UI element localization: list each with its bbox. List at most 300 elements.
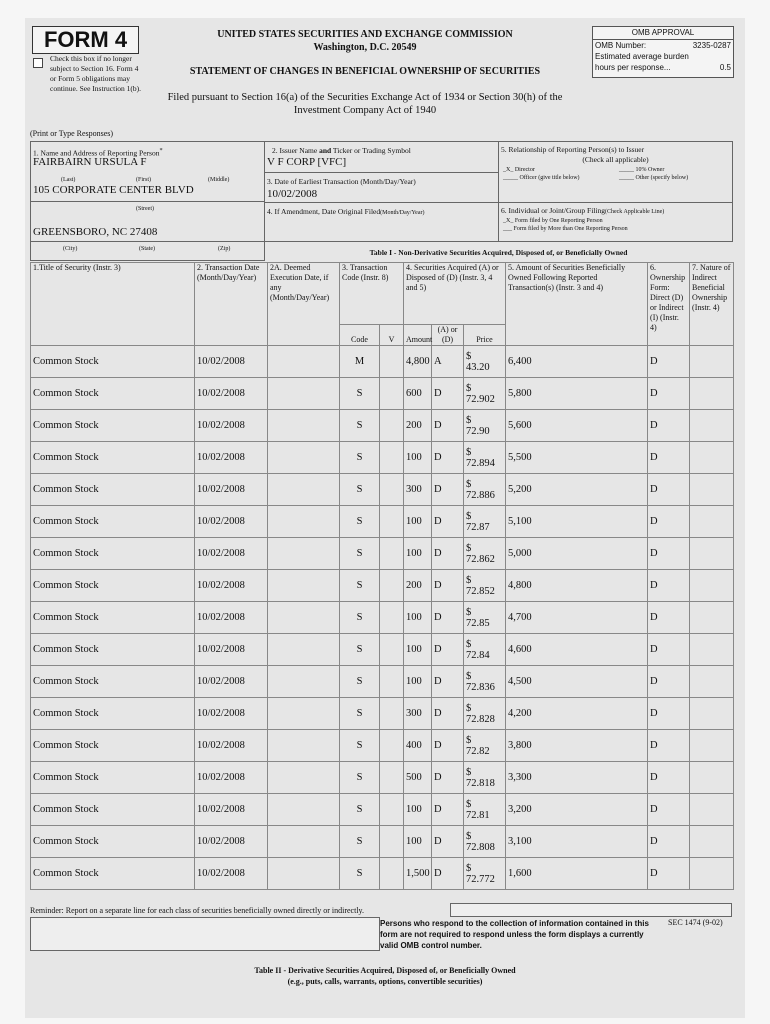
cell-deemed	[268, 762, 340, 794]
cell-v	[380, 442, 404, 474]
relationship-box	[498, 141, 733, 203]
cell-date: 10/02/2008	[195, 506, 268, 538]
currency-symbol: $	[466, 478, 472, 490]
cell-price	[464, 538, 506, 570]
table-row	[31, 794, 734, 826]
cell-owned: 4,800	[506, 570, 648, 602]
relationship-label: 5. Relationship of Reporting Person(s) to Issuer	[501, 145, 645, 154]
cell-ad: D	[432, 538, 464, 570]
filing-label: 6. Individual or Joint/Group Filing(Check Applicable Line)	[501, 206, 665, 215]
cell-code: S	[340, 858, 380, 890]
relationship-officer: _____ Officer (give title below)	[503, 175, 580, 181]
issuer-value: V F CORP [VFC]	[267, 156, 347, 168]
cell-price	[464, 826, 506, 858]
cell-form: D	[648, 506, 690, 538]
filing-one: _X_ Form filed by One Reporting Person	[503, 218, 603, 224]
cell-form: D	[648, 634, 690, 666]
table-row	[31, 410, 734, 442]
cell-form: D	[648, 602, 690, 634]
cell-v	[380, 506, 404, 538]
cell-deemed	[268, 538, 340, 570]
cell-ad: D	[432, 730, 464, 762]
cell-date: 10/02/2008	[195, 346, 268, 378]
cell-date: 10/02/2008	[195, 570, 268, 602]
cell-security: Common Stock	[31, 474, 195, 506]
cell-deemed	[268, 506, 340, 538]
cell-deemed	[268, 858, 340, 890]
cell-amount: 200	[404, 570, 432, 602]
col-title: 1.Title of Security (Instr. 3)	[31, 263, 195, 346]
cell-form: D	[648, 442, 690, 474]
col-acquired: 4. Securities Acquired (A) or Disposed of (D) (Instr. 3, 4 and 5)	[404, 263, 506, 325]
cell-code: S	[340, 538, 380, 570]
cell-amount: 4,800	[404, 346, 432, 378]
cell-price	[464, 442, 506, 474]
cell-v	[380, 602, 404, 634]
cell-owned: 4,600	[506, 634, 648, 666]
cell-code: S	[340, 570, 380, 602]
table2-title: Table II - Derivative Securities Acquired, Disposed of, or Beneficially Owned	[254, 966, 516, 975]
cell-v	[380, 410, 404, 442]
cell-price	[464, 634, 506, 666]
cell-amount: 400	[404, 730, 432, 762]
cell-form: D	[648, 474, 690, 506]
reporting-person-name: FAIRBAIRN URSULA F	[33, 156, 147, 168]
relationship-owner: _____ 10% Owner	[619, 167, 665, 173]
cell-ad: D	[432, 506, 464, 538]
cell-ad: A	[432, 346, 464, 378]
cell-ad: D	[432, 666, 464, 698]
cell-amount: 200	[404, 410, 432, 442]
cell-nature	[690, 698, 734, 730]
col-deemed: 2A. Deemed Execution Date, if any (Month/Day/Year)	[268, 263, 340, 346]
cell-v	[380, 698, 404, 730]
cell-v	[380, 794, 404, 826]
table-row	[31, 602, 734, 634]
cell-date: 10/02/2008	[195, 378, 268, 410]
col-code: 3. Transaction Code (Instr. 8)	[340, 263, 404, 325]
table-row	[31, 858, 734, 890]
cell-amount: 100	[404, 826, 432, 858]
issuer-box	[264, 141, 499, 173]
statement-title: STATEMENT OF CHANGES IN BENEFICIAL OWNERSHIP OF SECURITIES	[189, 66, 541, 77]
cell-owned: 4,500	[506, 666, 648, 698]
currency-symbol: $	[466, 702, 472, 714]
cell-form: D	[648, 346, 690, 378]
cell-code: S	[340, 410, 380, 442]
street-label: (Street)	[136, 206, 154, 212]
cell-ad: D	[432, 762, 464, 794]
table1-title: Table I - Non-Derivative Securities Acquired, Disposed of, or Beneficially Owned	[369, 248, 628, 257]
cell-v	[380, 474, 404, 506]
cell-code: S	[340, 698, 380, 730]
cell-owned: 5,200	[506, 474, 648, 506]
cell-owned: 4,700	[506, 602, 648, 634]
cell-form: D	[648, 666, 690, 698]
subcol-code: Code	[340, 325, 380, 346]
cell-owned: 3,200	[506, 794, 648, 826]
currency-symbol: $	[466, 414, 472, 426]
table-row	[31, 538, 734, 570]
cell-ad: D	[432, 794, 464, 826]
cell-security: Common Stock	[31, 538, 195, 570]
cell-v	[380, 346, 404, 378]
table-row	[31, 666, 734, 698]
cell-v	[380, 570, 404, 602]
cell-date: 10/02/2008	[195, 730, 268, 762]
cell-deemed	[268, 442, 340, 474]
table-row	[31, 442, 734, 474]
table-row	[31, 634, 734, 666]
table-row	[31, 570, 734, 602]
checkbox-text: Check this box if no longer subject to Section 16. Form 4 or Form 5 obligations may continue. See Instruction 1(b).	[50, 54, 142, 93]
cell-nature	[690, 442, 734, 474]
cell-security: Common Stock	[31, 602, 195, 634]
zip-label: (Zip)	[218, 246, 231, 252]
price-value: 72.81	[466, 809, 490, 821]
price-value: 72.852	[466, 585, 495, 597]
cell-nature	[690, 826, 734, 858]
subcol-amount: Amount	[404, 325, 432, 346]
cell-code: S	[340, 730, 380, 762]
cell-nature	[690, 794, 734, 826]
print-type-note: (Print or Type Responses)	[30, 129, 114, 138]
cell-price	[464, 474, 506, 506]
middle-label: (Middle)	[208, 177, 230, 183]
reminder-box-left	[30, 917, 380, 951]
cell-nature	[690, 506, 734, 538]
cell-amount: 300	[404, 474, 432, 506]
cell-code: S	[340, 442, 380, 474]
cell-amount: 100	[404, 666, 432, 698]
cell-nature	[690, 858, 734, 890]
cell-date: 10/02/2008	[195, 698, 268, 730]
cell-form: D	[648, 538, 690, 570]
cell-owned: 3,100	[506, 826, 648, 858]
cell-price	[464, 506, 506, 538]
cell-form: D	[648, 762, 690, 794]
cell-deemed	[268, 794, 340, 826]
cell-form: D	[648, 826, 690, 858]
cell-deemed	[268, 698, 340, 730]
table2-subtitle: (e.g., puts, calls, warrants, options, convertible securities)	[287, 977, 483, 986]
persons-notice: Persons who respond to the collection of information contained in this form are not required to respond unless the form displays a currently valid OMB control number.	[380, 919, 649, 950]
cell-security: Common Stock	[31, 378, 195, 410]
col-nature: 7. Nature of Indirect Beneficial Ownership (Instr. 4)	[690, 263, 734, 346]
cell-price	[464, 602, 506, 634]
agency-heading	[175, 28, 555, 54]
omb-number: 3235-0287	[692, 41, 731, 50]
cell-date: 10/02/2008	[195, 794, 268, 826]
cell-security: Common Stock	[31, 346, 195, 378]
cell-ad: D	[432, 698, 464, 730]
cell-price	[464, 570, 506, 602]
cell-code: S	[340, 794, 380, 826]
cell-deemed	[268, 474, 340, 506]
cell-owned: 5,100	[506, 506, 648, 538]
cell-security: Common Stock	[31, 762, 195, 794]
cell-security: Common Stock	[31, 666, 195, 698]
price-value: 72.90	[466, 425, 490, 437]
cell-nature	[690, 666, 734, 698]
cell-amount: 1,500	[404, 858, 432, 890]
cell-price	[464, 762, 506, 794]
currency-symbol: $	[466, 734, 472, 746]
cell-amount: 100	[404, 538, 432, 570]
table-row	[31, 698, 734, 730]
price-value: 72.818	[466, 777, 495, 789]
currency-symbol: $	[466, 510, 472, 522]
cell-amount: 100	[404, 602, 432, 634]
filing-box	[498, 202, 733, 242]
cell-amount: 100	[404, 442, 432, 474]
street-value: 105 CORPORATE CENTER BLVD	[33, 184, 194, 196]
relationship-director: _X_ Director	[503, 167, 535, 173]
cell-deemed	[268, 602, 340, 634]
filing-more: ___ Form filed by More than One Reporting Person	[503, 226, 628, 232]
cell-deemed	[268, 826, 340, 858]
last-label: (Last)	[61, 177, 76, 183]
cell-date: 10/02/2008	[195, 826, 268, 858]
subcol-v: V	[380, 325, 404, 346]
cell-nature	[690, 378, 734, 410]
table-row	[31, 506, 734, 538]
cell-price	[464, 410, 506, 442]
cell-nature	[690, 762, 734, 794]
cell-price	[464, 666, 506, 698]
cell-code: S	[340, 826, 380, 858]
cell-v	[380, 634, 404, 666]
cell-form: D	[648, 570, 690, 602]
reminder-box-top	[450, 903, 732, 917]
city-label: (City)	[63, 246, 78, 252]
cell-nature	[690, 570, 734, 602]
cell-nature	[690, 634, 734, 666]
omb-burden-value: 0.5	[719, 63, 731, 72]
col-date: 2. Transaction Date (Month/Day/Year)	[195, 263, 268, 346]
cell-form: D	[648, 794, 690, 826]
cell-owned: 3,800	[506, 730, 648, 762]
cell-ad: D	[432, 826, 464, 858]
cell-nature	[690, 346, 734, 378]
cell-security: Common Stock	[31, 730, 195, 762]
reporting-person-box	[30, 141, 265, 261]
subcol-aord: (A) or (D)	[432, 325, 464, 346]
cell-nature	[690, 474, 734, 506]
agency-name: UNITED STATES SECURITIES AND EXCHANGE COMMISSION	[217, 29, 513, 40]
table-row	[31, 826, 734, 858]
cell-code: S	[340, 666, 380, 698]
cell-v	[380, 826, 404, 858]
cell-v	[380, 730, 404, 762]
cell-amount: 100	[404, 506, 432, 538]
cell-date: 10/02/2008	[195, 410, 268, 442]
cell-owned: 5,500	[506, 442, 648, 474]
currency-symbol: $	[466, 798, 472, 810]
cell-amount: 100	[404, 634, 432, 666]
cell-code: S	[340, 506, 380, 538]
cell-form: D	[648, 410, 690, 442]
cell-v	[380, 762, 404, 794]
cell-form: D	[648, 698, 690, 730]
cell-amount: 100	[404, 794, 432, 826]
omb-title: OMB APPROVAL	[593, 27, 733, 40]
price-value: 72.886	[466, 489, 495, 501]
amendment-box	[264, 202, 499, 242]
price-value: 72.87	[466, 521, 490, 533]
cell-date: 10/02/2008	[195, 634, 268, 666]
table-row	[31, 346, 734, 378]
cell-amount: 500	[404, 762, 432, 794]
cell-v	[380, 666, 404, 698]
cell-date: 10/02/2008	[195, 858, 268, 890]
table2-heading	[200, 965, 570, 987]
currency-symbol: $	[466, 862, 472, 874]
earliest-transaction-box	[264, 172, 499, 203]
cell-code: S	[340, 762, 380, 794]
cell-ad: D	[432, 634, 464, 666]
cell-security: Common Stock	[31, 506, 195, 538]
price-value: 72.862	[466, 553, 495, 565]
cell-ad: D	[432, 442, 464, 474]
cell-date: 10/02/2008	[195, 442, 268, 474]
cell-code: S	[340, 474, 380, 506]
cell-nature	[690, 538, 734, 570]
currency-symbol: $	[466, 670, 472, 682]
cell-owned: 5,600	[506, 410, 648, 442]
currency-symbol: $	[466, 606, 472, 618]
cell-form: D	[648, 378, 690, 410]
price-value: 72.902	[466, 393, 495, 405]
agency-location: Washington, D.C. 20549	[313, 42, 417, 53]
amendment-label: 4. If Amendment, Date Original Filed(Month/Day/Year)	[267, 207, 425, 216]
form-label: FORM 4	[32, 26, 139, 54]
cell-security: Common Stock	[31, 698, 195, 730]
state-label: (State)	[139, 246, 155, 252]
city-line: GREENSBORO, NC 27408	[33, 226, 158, 238]
table-row	[31, 730, 734, 762]
col-owned: 5. Amount of Securities Beneficially Owned Following Reported Transaction(s) (Instr. 3 and 4)	[506, 263, 648, 346]
earliest-value: 10/02/2008	[267, 188, 318, 200]
cell-amount: 300	[404, 698, 432, 730]
price-value: 72.772	[466, 873, 495, 885]
relationship-sub: (Check all applicable)	[582, 155, 649, 164]
price-value: 72.828	[466, 713, 495, 725]
price-value: 72.808	[466, 841, 495, 853]
filed-pursuant: Filed pursuant to Section 16(a) of the Securities Exchange Act of 1934 or Section 30(h) of the Investment Company Act of 1940	[167, 92, 563, 116]
cell-form: D	[648, 858, 690, 890]
subcol-price: Price	[464, 325, 506, 346]
cell-v	[380, 858, 404, 890]
cell-security: Common Stock	[31, 826, 195, 858]
cell-security: Common Stock	[31, 570, 195, 602]
cell-date: 10/02/2008	[195, 538, 268, 570]
currency-symbol: $	[466, 446, 472, 458]
cell-v	[380, 378, 404, 410]
cell-deemed	[268, 410, 340, 442]
cell-price	[464, 346, 506, 378]
cell-security: Common Stock	[31, 794, 195, 826]
currency-symbol: $	[466, 350, 472, 362]
table1	[30, 262, 734, 890]
cell-ad: D	[432, 474, 464, 506]
cell-deemed	[268, 730, 340, 762]
cell-price	[464, 698, 506, 730]
cell-owned: 5,800	[506, 378, 648, 410]
currency-symbol: $	[466, 382, 472, 394]
cell-nature	[690, 602, 734, 634]
price-value: 72.836	[466, 681, 495, 693]
cell-code: S	[340, 378, 380, 410]
cell-security: Common Stock	[31, 410, 195, 442]
cell-code: M	[340, 346, 380, 378]
cell-code: S	[340, 602, 380, 634]
price-value: 72.894	[466, 457, 495, 469]
cell-form: D	[648, 730, 690, 762]
cell-amount: 600	[404, 378, 432, 410]
relationship-other: _____ Other (specify below)	[619, 175, 689, 181]
cell-ad: D	[432, 602, 464, 634]
cell-price	[464, 730, 506, 762]
cell-date: 10/02/2008	[195, 602, 268, 634]
first-label: (First)	[136, 177, 151, 183]
cell-date: 10/02/2008	[195, 474, 268, 506]
cell-date: 10/02/2008	[195, 762, 268, 794]
omb-burden-line2: hours per response...	[595, 63, 671, 72]
omb-burden-line1: Estimated average burden	[595, 52, 689, 61]
currency-symbol: $	[466, 766, 472, 778]
cell-security: Common Stock	[31, 634, 195, 666]
cell-ad: D	[432, 378, 464, 410]
cell-owned: 1,600	[506, 858, 648, 890]
earliest-label: 3. Date of Earliest Transaction (Month/Day/Year)	[267, 177, 416, 186]
table-row	[31, 378, 734, 410]
cell-security: Common Stock	[31, 442, 195, 474]
no-longer-subject-checkbox[interactable]	[33, 58, 43, 68]
cell-ad: D	[432, 410, 464, 442]
price-value: 72.82	[466, 745, 490, 757]
cell-price	[464, 858, 506, 890]
cell-owned: 6,400	[506, 346, 648, 378]
cell-deemed	[268, 666, 340, 698]
cell-date: 10/02/2008	[195, 666, 268, 698]
col-ownership-form: 6. Ownership Form: Direct (D) or Indirect (I) (Instr. 4)	[648, 263, 690, 346]
cell-deemed	[268, 570, 340, 602]
cell-deemed	[268, 378, 340, 410]
omb-approval-box	[592, 26, 734, 78]
cell-owned: 4,200	[506, 698, 648, 730]
cell-owned: 3,300	[506, 762, 648, 794]
cell-price	[464, 794, 506, 826]
currency-symbol: $	[466, 542, 472, 554]
price-value: 72.85	[466, 617, 490, 629]
cell-v	[380, 538, 404, 570]
cell-owned: 5,000	[506, 538, 648, 570]
cell-deemed	[268, 634, 340, 666]
cell-nature	[690, 730, 734, 762]
cell-code: S	[340, 634, 380, 666]
reporting-person-label: 1. Name and Address of Reporting Person*	[33, 147, 163, 158]
currency-symbol: $	[466, 830, 472, 842]
table-row	[31, 474, 734, 506]
cell-ad: D	[432, 858, 464, 890]
price-value: 43.20	[466, 361, 490, 373]
cell-deemed	[268, 346, 340, 378]
currency-symbol: $	[466, 574, 472, 586]
currency-symbol: $	[466, 638, 472, 650]
cell-nature	[690, 410, 734, 442]
table-row	[31, 762, 734, 794]
